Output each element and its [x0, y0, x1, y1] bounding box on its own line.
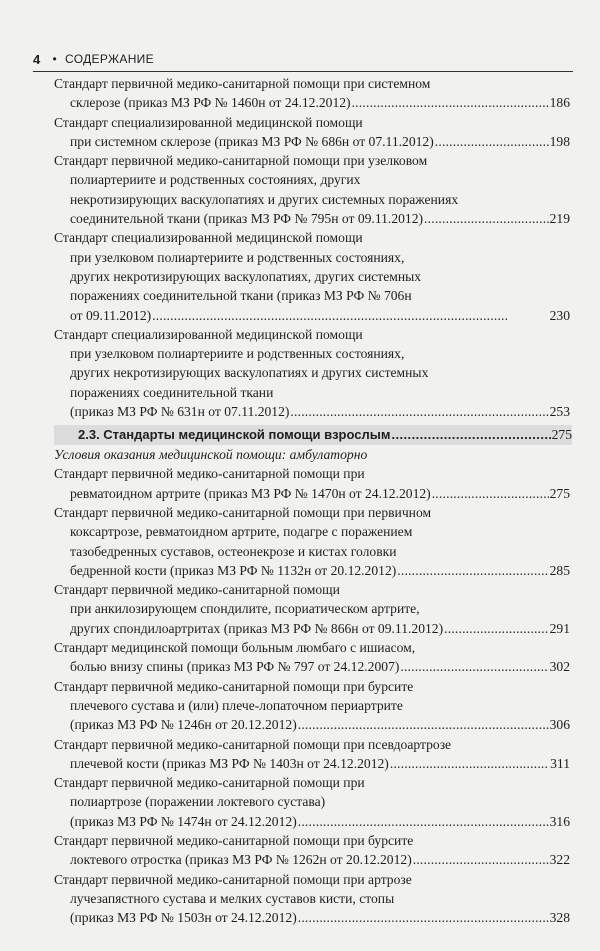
toc-entry-last-line — [54, 715, 570, 734]
toc-entry[interactable] — [54, 151, 570, 228]
page-number: 4 — [33, 51, 41, 67]
toc-entry-line: Стандарт первичной медико-санитарной помощи при — [54, 775, 365, 791]
toc-entry-line: некротизирующих васкулопатиях и других системных поражениях — [70, 191, 459, 207]
toc-entry-page: 311 — [550, 755, 570, 771]
toc-entry[interactable] — [54, 74, 570, 113]
toc-entry-line: тазобедренных суставов, остеонекрозе и кистах головки — [70, 543, 397, 559]
toc-entry-last-line — [54, 484, 570, 503]
toc-entry-page: 198 — [549, 133, 570, 149]
toc-entry-line: Стандарт первичной медико-санитарной помощи при бурсите — [54, 832, 414, 848]
toc-entry-line: плечевого сустава и (или) плече-лопаточном периартрите — [70, 697, 403, 713]
leader-dots — [400, 657, 548, 676]
toc-entry-last-line — [54, 93, 570, 112]
running-header — [33, 50, 154, 68]
toc-entry-last-line — [54, 402, 570, 421]
toc-entry-text: ревматоидном артрите (приказ МЗ РФ № 1470н от 24.12.2012) — [70, 485, 431, 501]
leader-dots — [298, 908, 549, 927]
toc-entry-page: 275 — [549, 485, 570, 501]
toc-entry-last-line — [54, 754, 570, 773]
toc-entry-text: (приказ МЗ РФ № 1246н от 20.12.2012) — [70, 717, 297, 733]
toc-entry-last-line — [54, 908, 570, 927]
toc-entry[interactable] — [54, 503, 570, 580]
toc-entry-line: Стандарт первичной медико-санитарной помощи при псевдоартрозе — [54, 736, 452, 752]
toc-entry[interactable] — [54, 325, 570, 421]
toc-entry-line: Стандарт специализированной медицинской помощи — [54, 114, 363, 130]
table-of-contents — [54, 74, 570, 927]
toc-entry-line: Стандарт первичной медико-санитарной помощи при узелковом — [54, 153, 428, 169]
toc-entry-line: Стандарт первичной медико-санитарной помощи при — [54, 466, 365, 482]
toc-entry-last-line — [54, 657, 570, 676]
toc-entry[interactable] — [54, 677, 570, 735]
toc-entry-text: локтевого отростка (приказ МЗ РФ № 1262н от 20.12.2012) — [70, 852, 412, 868]
toc-entry-line: поражениях соединительной ткани (приказ МЗ РФ № 706н — [70, 288, 412, 304]
toc-entries-before — [54, 74, 570, 421]
leader-dots — [413, 850, 549, 869]
section-title: 2.3. Стандарты медицинской помощи взрослым — [78, 427, 391, 443]
toc-entry[interactable] — [54, 228, 570, 324]
toc-entry-page: 328 — [549, 910, 570, 926]
leader-dots — [290, 402, 548, 421]
toc-entry-line: других некротизирующих васкулопатиях и других системных — [70, 365, 429, 381]
toc-entry[interactable] — [54, 464, 570, 503]
leader-dots — [432, 484, 549, 503]
toc-entry-last-line — [54, 850, 570, 869]
section-heading[interactable] — [54, 425, 572, 445]
toc-entry-text: (приказ МЗ РФ № 1503н от 24.12.2012) — [70, 910, 297, 926]
toc-entry-page: 219 — [549, 211, 570, 227]
toc-entry-line: Стандарт первичной медико-санитарной помощи при первичном — [54, 504, 432, 520]
toc-entry-text: соединительной ткани (приказ МЗ РФ № 795н от 09.11.2012) — [70, 211, 424, 227]
toc-entry-page: 230 — [549, 307, 570, 323]
toc-entry-line: Стандарт первичной медико-санитарной помощи при артрозе — [54, 871, 412, 887]
subheading: Условия оказания медицинской помощи: амбулаторно — [54, 447, 368, 463]
toc-entry-page: 302 — [549, 659, 570, 675]
toc-entries-after — [54, 464, 570, 927]
toc-entry[interactable] — [54, 831, 570, 870]
toc-entry-text: (приказ МЗ РФ № 1474н от 24.12.2012) — [70, 813, 297, 829]
leader-dots — [298, 812, 549, 831]
toc-entry-line: Стандарт первичной медико-санитарной помощи при системном — [54, 76, 431, 91]
toc-entry-last-line — [54, 132, 570, 151]
toc-entry-last-line — [54, 619, 570, 638]
leader-dots — [424, 209, 549, 228]
toc-entry-line: лучезапястного сустава и мелких суставов кисти, стопы — [70, 890, 395, 906]
toc-entry[interactable] — [54, 113, 570, 152]
toc-entry-line: поражениях соединительной ткани — [70, 384, 274, 400]
toc-entry-line: полиартрозе (поражении локтевого сустава) — [70, 794, 326, 810]
toc-entry[interactable] — [54, 870, 570, 928]
toc-entry-line: Стандарт первичной медико-санитарной помощи — [54, 582, 340, 598]
leader-dots — [152, 306, 548, 325]
toc-entry-line: Стандарт медицинской помощи больным люмбаго с ишиасом, — [54, 640, 416, 656]
toc-entry[interactable] — [54, 773, 570, 831]
toc-entry-line: других некротизирующих васкулопатиях, других системных — [70, 268, 422, 284]
toc-entry-line: полиартериите и родственных состояниях, других — [70, 172, 361, 188]
toc-entry[interactable] — [54, 638, 570, 677]
toc-entry-line: коксартрозе, ревматоидном артрите, подагре с поражением — [70, 524, 413, 540]
toc-entry-line: Стандарт специализированной медицинской помощи — [54, 230, 363, 246]
toc-entry-line: Стандарт первичной медико-санитарной помощи при бурсите — [54, 678, 414, 694]
header-title: СОДЕРЖАНИЕ — [65, 52, 154, 66]
leader-dots — [298, 715, 549, 734]
toc-entry-line: при узелковом полиартериите и родственных состояниях, — [70, 346, 405, 362]
toc-entry[interactable] — [54, 580, 570, 638]
toc-entry-line: Стандарт специализированной медицинской помощи — [54, 326, 363, 342]
toc-entry-page: 291 — [549, 620, 570, 636]
toc-entry-page: 186 — [549, 95, 570, 111]
leader-dots — [397, 561, 548, 580]
leader-dots — [390, 754, 549, 773]
toc-entry-last-line — [54, 561, 570, 580]
toc-entry-text: от 09.11.2012) — [70, 307, 152, 323]
toc-entry-page: 285 — [549, 562, 570, 578]
header-bullet: • — [52, 52, 58, 66]
leader-dots — [352, 93, 549, 112]
toc-entry-text: других спондилоартритах (приказ МЗ РФ № 866н от 09.11.2012) — [70, 620, 444, 636]
leader-dots — [391, 425, 550, 445]
toc-entry-page: 316 — [549, 813, 570, 829]
toc-entry-text: (приказ МЗ РФ № 631н от 07.11.2012) — [70, 404, 290, 420]
toc-entry-last-line — [54, 209, 570, 228]
toc-entry[interactable] — [54, 735, 570, 774]
toc-entry-page: 253 — [549, 404, 570, 420]
header-rule — [33, 71, 573, 72]
section-page: 275 — [551, 427, 572, 443]
toc-entry-line: при узелковом полиартериите и родственных состояниях, — [70, 249, 405, 265]
toc-entry-text: болью внизу спины (приказ МЗ РФ № 797 от 24.12.2007) — [70, 659, 400, 675]
toc-entry-text: при системном склерозе (приказ МЗ РФ № 686н от 07.11.2012) — [70, 133, 434, 149]
toc-entry-page: 322 — [549, 852, 570, 868]
leader-dots — [435, 132, 549, 151]
toc-entry-text: склерозе (приказ МЗ РФ № 1460н от 24.12.2012) — [70, 95, 351, 111]
toc-entry-text: бедренной кости (приказ МЗ РФ № 1132н от 20.12.2012) — [70, 562, 397, 578]
toc-entry-last-line — [54, 812, 570, 831]
toc-entry-page: 306 — [549, 717, 570, 733]
toc-entry-text: плечевой кости (приказ МЗ РФ № 1403н от 24.12.2012) — [70, 755, 389, 771]
toc-entry-line: при анкилозирующем спондилите, псориатическом артрите, — [70, 601, 420, 617]
leader-dots — [444, 619, 548, 638]
toc-entry-last-line — [54, 306, 570, 325]
